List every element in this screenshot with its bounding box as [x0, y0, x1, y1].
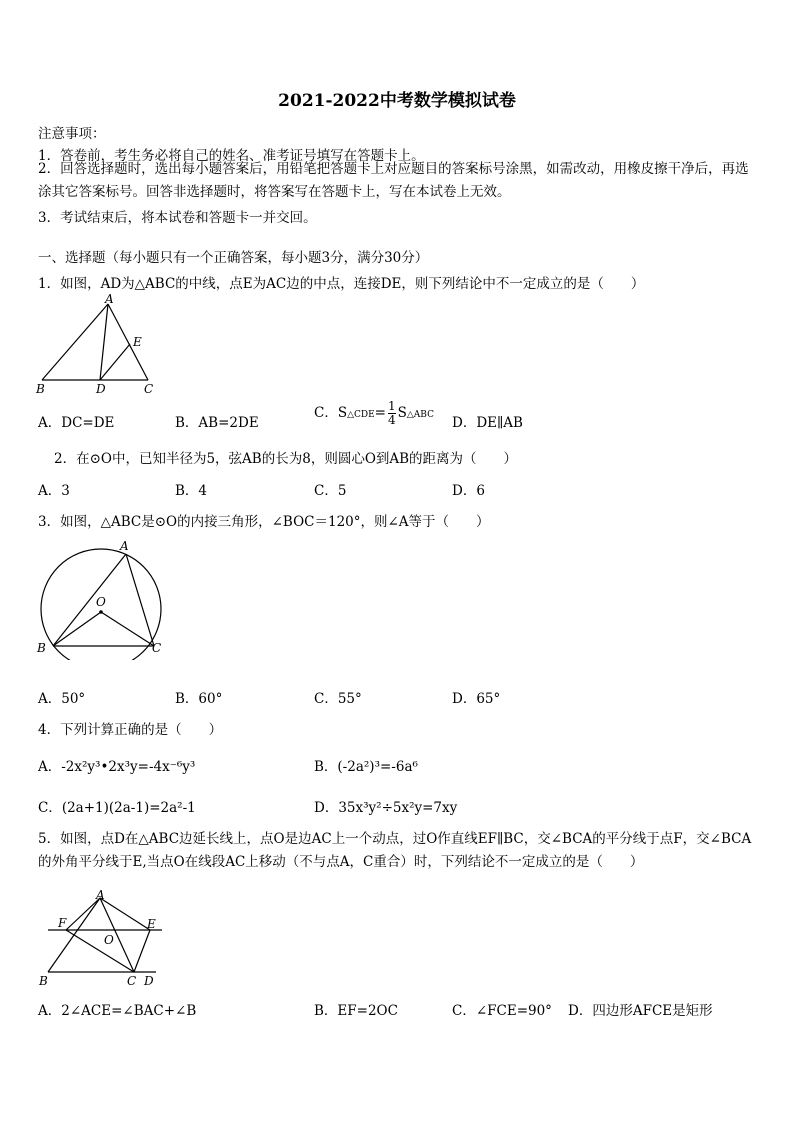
question-2-option-a: A．3 — [38, 483, 70, 499]
label-e: E — [133, 335, 142, 349]
question-4-text: 4．下列计算正确的是（ ） — [38, 722, 223, 738]
label-c: C — [152, 641, 162, 655]
label-a: A — [96, 890, 105, 902]
question-3-option-d: D．65° — [452, 691, 501, 707]
question-5-option-c: C．∠FCE=90° — [452, 1003, 552, 1019]
question-2-option-d: D．6 — [452, 483, 485, 499]
question-1-option-a: A．DC=DE — [38, 415, 115, 431]
label-e: E — [147, 917, 156, 931]
question-4-option-c: C．(2a+1)(2a-1)=2a²-1 — [38, 800, 196, 816]
question-5-option-d: D．四边形AFCE是矩形 — [568, 1003, 713, 1019]
segment-ac — [126, 554, 154, 646]
question-2-option-c: C．5 — [314, 483, 347, 499]
label-a: A — [105, 292, 114, 306]
question-5-figure — [36, 890, 166, 988]
segment-de — [100, 344, 130, 380]
notice-item-2: 2．回答选择题时，选出每小题答案后，用铅笔把答题卡上对应题目的答案标号涂黑，如需改动，用橡皮擦干净后，再选涂其它答案标号。回答非选择题时，将答案写在答题卡上，写在本试卷上无效。 — [38, 161, 749, 200]
segment-oc — [101, 612, 154, 646]
question-3-figure — [34, 536, 170, 660]
question-1-text: 1．如图，AD为△ABC的中线，点E为AC边的中点，连接DE，则下列结论中不一定成立的是（ ） — [38, 276, 645, 292]
page-title: 2021-2022中考数学模拟试卷 — [278, 91, 516, 111]
segment-ab — [53, 554, 126, 646]
segment-af — [66, 898, 100, 930]
label-b: B — [39, 974, 48, 988]
question-1-figure — [34, 292, 158, 398]
label-b: B — [37, 641, 46, 655]
notice-item-3: 3．考试结束后，将本试卷和答题卡一并交回。 — [38, 210, 317, 226]
question-2-text: 2．在⊙O中，已知半径为5，弦AB的长为8，则圆心O到AB的距离为（ ） — [54, 451, 518, 467]
segment-ab — [42, 304, 108, 380]
question-4-option-a: A．-2x²y³•2x³y=-4x⁻⁶y³ — [38, 759, 196, 775]
question-3-option-b: B．60° — [175, 691, 223, 707]
label-o: O — [96, 595, 106, 609]
question-3-option-a: A．50° — [38, 691, 86, 707]
question-1-option-c: C．S△CDE= $\frac{1}{4}$ S△ABC — [314, 399, 434, 427]
label-f: F — [58, 916, 67, 930]
question-1-option-b: B．AB=2DE — [175, 415, 259, 431]
label-c: C — [144, 382, 154, 396]
segment-ec — [134, 930, 150, 972]
question-5-option-b: B．EF=2OC — [314, 1003, 398, 1019]
question-5-option-a: A．2∠ACE=∠BAC+∠B — [38, 1003, 197, 1019]
question-3-option-c: C．55° — [314, 691, 362, 707]
notice-heading: 注意事项： — [38, 126, 106, 142]
question-4-option-d: D．35x³y²÷5x²y=7xy — [314, 800, 458, 816]
question-4-option-b: B．(-2a²)³=-6a⁶ — [314, 759, 418, 775]
label-a: A — [120, 539, 129, 553]
label-d: D — [96, 382, 106, 396]
segment-ad — [100, 304, 108, 380]
segment-ac — [108, 304, 148, 380]
question-3-text: 3．如图，△ABC是⊙O的内接三角形，∠BOC＝120°，则∠A等于（ ） — [38, 514, 490, 530]
question-2-option-b: B．4 — [175, 483, 208, 499]
center-point — [99, 610, 103, 614]
notice-item-1: 1．答卷前，考生务必将自己的姓名、准考证号填写在答题卡上。 — [38, 148, 425, 164]
section-heading: 一、选择题（每小题只有一个正确答案，每小题3分，满分30分） — [38, 250, 429, 266]
question-1-option-d: D．DE∥AB — [452, 415, 523, 431]
label-d: D — [144, 974, 154, 988]
label-o: O — [104, 933, 114, 947]
label-b: B — [36, 382, 45, 396]
question-5-text: 5．如图，点D在△ABC边延长线上，点O是边AC上一个动点，过O作直线EF∥BC，交∠BCA的平分线于点F，交∠BCA的外角平分线于E,当点O在线段AC上移动（不与点A，C重合）时，下列结论不一定成立的是（ ） — [38, 831, 752, 870]
segment-ob — [53, 612, 101, 646]
label-c: C — [127, 974, 137, 988]
